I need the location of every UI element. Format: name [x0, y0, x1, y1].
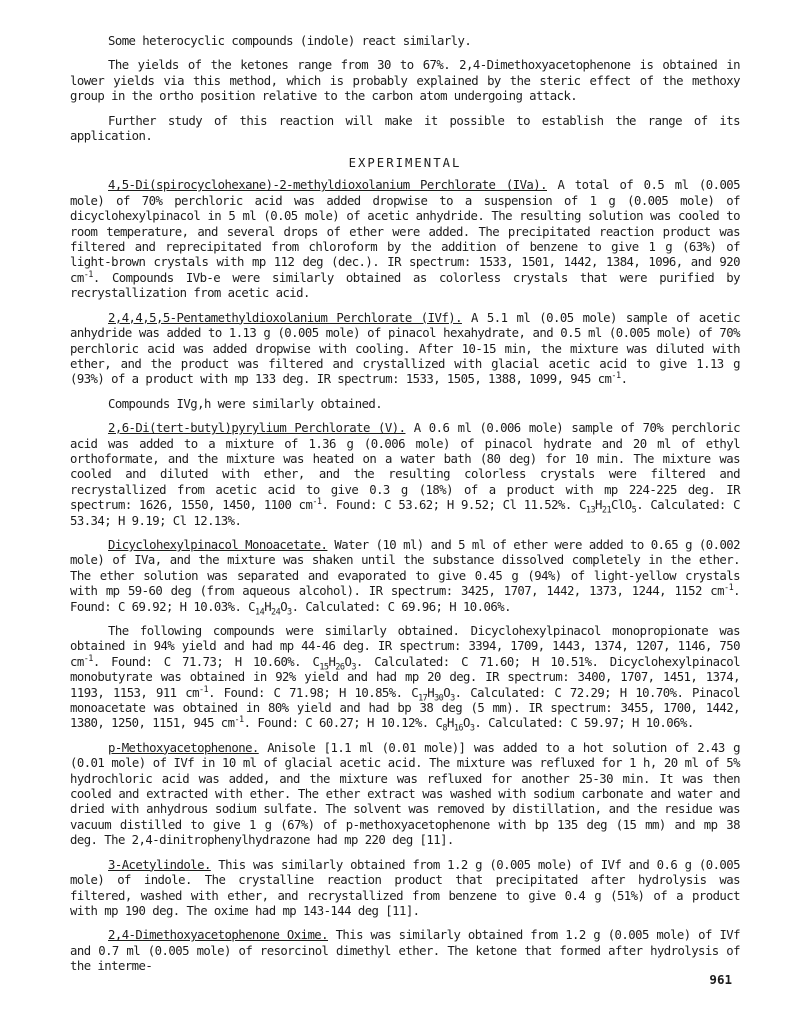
compound-title: Dicyclohexylpinacol Monoacetate.: [108, 537, 328, 552]
paragraph-ivgh: Compounds IVg,h were similarly obtained.: [108, 396, 383, 411]
compound-title: 2,4,4,5,5-Pentamethyldioxolanium Perchlorate (IVf).: [108, 310, 462, 325]
paragraph-further-study: Further study of this reaction will make it possible to establish the range of its application.: [70, 113, 740, 144]
paragraph-ivf: 2,4,4,5,5-Pentamethyldioxolanium Perchlorate (IVf). A 5.1 ml (0.05 mole) sample of acetic anhydride was added to 1.13 g (0.005 mole) of pinacol hexahydrate, and 0.5 ml (0.005 mole) of 70% perchloric acid was added dropwise with cooling. After 10-15 min, the mixture was diluted with ether, and the product was filtered and crystallized with glacial acetic acid to give 1.13 g (93%) of a product with mp 133 deg. IR spectrum: 1533, 1505, 1388, 1099, 945 $cm^{-1}$.: [70, 310, 740, 387]
compound-title: 2,4-Dimethoxyacetophenone Oxime.: [108, 928, 329, 943]
paragraph-methoxyacetophenone: p-Methoxyacetophenone. Anisole [1.1 ml (0.01 mole)] was added to a hot solution of 2.43 g (0.01 mole) of IVf in 10 ml of glacial acetic acid. The mixture was refluxed for 1 h, 20 ml of 5% hydrochloric acid was added, and the mixture was refluxed for another 25-30 min. It was then cooled and extracted with ether. The ether extract was washed with sodium carbonate and water and dried with anhydrous sodium sulfate. The solvent was removed by distillation, and the residue was vacuum distilled to give 1 g (67%) of p-methoxyacetophenone with bp 135 deg (15 mm) and mp 38 deg. The 2,4-dinitrophenylhydrazone had mp 220 deg [11].: [70, 740, 740, 848]
paragraph-v: 2,6-Di(tert-butyl)pyrylium Perchlorate (V). A 0.6 ml (0.006 mole) sample of 70% perchloric acid was added to a mixture of 1.36 g (0.006 mole) of pinacol hydrate and 20 ml of ethyl orthoformate, and the mixture was heated on a water bath (80 deg) for 10 min. The mixture was cooled and diluted with ether, and the resulting colorless crystals were filtered and recrystallized from acetic acid to give 0.3 g (18%) of a product with mp 224-225 deg. IR spectrum: 1626, 1550, 1450, 1100 $cm^{-1}$. Found: C 53.62; H 9.52; Cl 11.52%. $C_{13}H_{21}ClO_5$. Calculated: C 53.34; H 9.19; Cl 12.13%.: [70, 421, 741, 528]
paragraph-yields: The yields of the ketones range from 30 to 67%. 2,4-Dimethoxyacetophenone is obtained in lower yields via this method, which is probably explained by the steric effect of the methoxy group in the ortho position relative to the carbon atom undergoing attack.: [70, 58, 740, 104]
paragraph-iva: 4,5-Di(spirocyclohexane)-2-methyldioxolanium Perchlorate (IVa). A total of 0.5 ml (0.005 mole) of 70% perchloric acid was added dropwise to a suspension of 1 g (0.005 mole) of dicyclohexylpinacol in 5 ml (0.05 mole) of acetic anhydride. The resulting solution was cooled to room temperature, and several drops of ether were added. The precipitated reaction product was filtered and reprecipitated from chloroform by the addition of benzene to give 1 g (63%) of light-brown crystals with mp 112 deg (dec.). IR spectrum: 1533, 1501, 1442, 1384, 1096, and 920 $cm^{-1}$. Compounds IVb-e were similarly obtained as colorless crystals that were purified by recrystallization from acetic acid.: [70, 178, 741, 301]
compound-title: 3-Acetylindole.: [108, 857, 211, 872]
page-number: 961: [709, 972, 732, 987]
paragraph-heterocyclic: Some heterocyclic compounds (indole) react similarly.: [108, 34, 472, 48]
paragraph-dimethoxyacetophenone-oxime: 2,4-Dimethoxyacetophenone Oxime. This was similarly obtained from 1.2 g (0.005 mole) of IVf and 0.7 ml (0.005 mole) of resorcinol dimethyl ether. The ketone that formed after hydrolysis of the interme-: [70, 928, 740, 974]
compound-title: 2,6-Di(tert-butyl)pyrylium Perchlorate (V).: [108, 421, 406, 436]
section-heading-experimental: EXPERIMENTAL: [348, 156, 462, 171]
page-body: [70, 34, 740, 984]
paragraph-acetylindole: 3-Acetylindole. This was similarly obtained from 1.2 g (0.005 mole) of IVf and 0.6 g (0.005 mole) of indole. The crystalline reaction product that precipitated after hydrolysis was filtered, washed with ether, and recrystallized from benzene to give 0.4 g (51%) of a product with mp 190 deg. The oxime had mp 143-144 deg [11].: [70, 857, 740, 918]
paragraph-monoacetate: Dicyclohexylpinacol Monoacetate. Water (10 ml) and 5 ml of ether were added to 0.65 g (0.002 mole) of IVa, and the mixture was shaken until the substance dissolved completely in the ether. The ether solution was separated and evaporated to give 0.45 g (94%) of light-yellow crystals with mp 59-60 deg (from aqueous alcohol). IR spectrum: 3425, 1707, 1442, 1373, 1244, 1152 $cm^{-1}$. Found: C 69.92; H 10.03%. $C_{14}H_{24}O_3$. Calculated: C 69.96; H 10.06%.: [70, 537, 741, 618]
compound-title: p-Methoxyacetophenone.: [108, 740, 259, 755]
compound-title: 4,5-Di(spirocyclohexane)-2-methyldioxolanium Perchlorate (IVa).: [108, 178, 547, 193]
paragraph-similar-compounds: The following compounds were similarly obtained. Dicyclohexylpinacol monopropionate was obtained in 94% yield and had mp 44-46 deg. IR spectrum: 3394, 1709, 1443, 1374, 1207, 1146, 750 $cm^{-1}$. Found: C 71.73; H 10.60%. $C_{15}H_{26}O_3$. Calculated: C 71.60; H 10.51%. Dicyclohexylpinacol monobutyrate was obtained in 92% yield and had mp 20 deg. IR spectrum: 3400, 1707, 1451, 1374, 1193, 1153, 911 $cm^{-1}$. Found: C 71.98; H 10.85%. $C_{17}H_{30}O_3$. Calculated: C 72.29; H 10.70%. Pinacol monoacetate was obtained in 80% yield and had bp 38 deg (5 mm). IR spectrum: 3455, 1700, 1442, 1380, 1250, 1151, 945 $cm^{-1}$. Found: C 60.27; H 10.12%. $C_8H_{16}O_3$. Calculated: C 59.97; H 10.06%.: [70, 624, 740, 734]
